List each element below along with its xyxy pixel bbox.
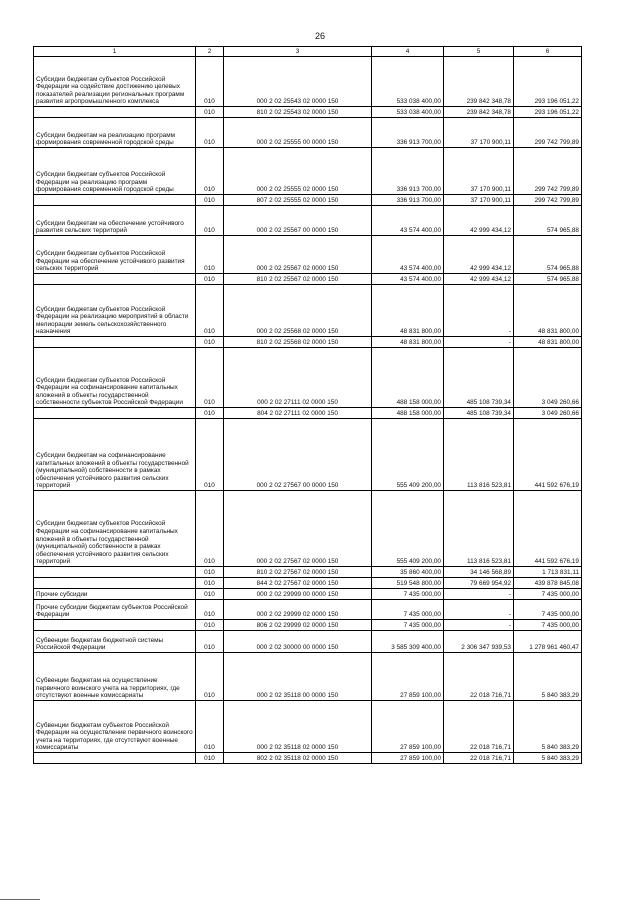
row-unexecuted-amount: 574 965,88 <box>514 236 582 274</box>
row-description <box>34 107 196 118</box>
row-line-code: 010 <box>196 701 224 753</box>
row-budget-classification-code: 000 2 02 25555 02 0000 150 <box>224 148 372 195</box>
row-executed-amount: - <box>444 600 514 620</box>
row-description <box>34 567 196 578</box>
row-description: Прочие субсидии бюджетам субъектов Российской Федерации <box>34 600 196 620</box>
row-description <box>34 408 196 419</box>
table-row <box>34 274 582 285</box>
table-row <box>34 620 582 631</box>
row-unexecuted-amount: 574 965,88 <box>514 206 582 236</box>
row-unexecuted-amount: 48 831 800,00 <box>514 337 582 348</box>
row-budget-classification-code: 000 2 02 27111 02 0000 150 <box>224 348 372 408</box>
row-line-code: 010 <box>196 348 224 408</box>
column-header: 5 <box>444 47 514 57</box>
row-line-code: 010 <box>196 408 224 419</box>
page-number: 26 <box>314 31 325 41</box>
row-approved-amount: 336 913 700,00 <box>372 118 444 148</box>
row-line-code: 010 <box>196 107 224 118</box>
row-approved-amount: 488 158 000,00 <box>372 348 444 408</box>
row-line-code: 010 <box>196 631 224 653</box>
row-approved-amount: 7 435 000,00 <box>372 589 444 600</box>
row-executed-amount: 37 170 900,11 <box>444 148 514 195</box>
row-budget-classification-code: 807 2 02 25555 02 0000 150 <box>224 195 372 206</box>
row-budget-classification-code: 000 2 02 25567 00 0000 150 <box>224 206 372 236</box>
table-row <box>34 206 582 236</box>
row-line-code: 010 <box>196 589 224 600</box>
row-line-code: 010 <box>196 753 224 764</box>
row-unexecuted-amount: 299 742 799,89 <box>514 118 582 148</box>
row-unexecuted-amount: 48 831 800,00 <box>514 285 582 337</box>
table-header-row <box>34 47 582 57</box>
column-header: 6 <box>514 47 582 57</box>
row-executed-amount: 485 108 739,34 <box>444 348 514 408</box>
row-approved-amount: 3 585 309 400,00 <box>372 631 444 653</box>
row-approved-amount: 555 409 200,00 <box>372 419 444 491</box>
row-description <box>34 195 196 206</box>
row-line-code: 010 <box>196 600 224 620</box>
row-description: Субсидии бюджетам субъектов Российской Федерации на обеспечение устойчивого развития сельских территорий <box>34 236 196 274</box>
row-budget-classification-code: 000 2 02 35118 02 0000 150 <box>224 701 372 753</box>
row-description: Субсидии бюджетам на обеспечение устойчивого развития сельских территорий <box>34 206 196 236</box>
column-header: 2 <box>196 47 224 57</box>
row-executed-amount: - <box>444 337 514 348</box>
row-executed-amount: 485 108 739,34 <box>444 408 514 419</box>
row-description: Субсидии бюджетам на реализацию программ формирования современной городской среды <box>34 118 196 148</box>
row-unexecuted-amount: 299 742 799,89 <box>514 148 582 195</box>
row-executed-amount: 42 999 434,12 <box>444 274 514 285</box>
row-budget-classification-code: 802 2 02 35118 02 0000 150 <box>224 753 372 764</box>
row-budget-classification-code: 000 2 02 29999 02 0000 150 <box>224 600 372 620</box>
row-executed-amount: - <box>444 285 514 337</box>
row-approved-amount: 48 831 800,00 <box>372 285 444 337</box>
row-budget-classification-code: 000 2 02 30000 00 0000 150 <box>224 631 372 653</box>
row-unexecuted-amount: 3 049 260,66 <box>514 348 582 408</box>
row-line-code: 010 <box>196 653 224 701</box>
row-unexecuted-amount: 5 840 383,29 <box>514 653 582 701</box>
row-executed-amount: 79 669 954,92 <box>444 578 514 589</box>
row-budget-classification-code: 000 2 02 29999 00 0000 150 <box>224 589 372 600</box>
row-budget-classification-code: 804 2 02 27111 02 0000 150 <box>224 408 372 419</box>
row-approved-amount: 555 409 200,00 <box>372 491 444 567</box>
row-executed-amount: 37 170 900,11 <box>444 195 514 206</box>
row-line-code: 010 <box>196 620 224 631</box>
row-budget-classification-code: 000 2 02 25555 00 0000 150 <box>224 118 372 148</box>
row-line-code: 010 <box>196 148 224 195</box>
table-row <box>34 701 582 753</box>
row-approved-amount: 533 038 400,00 <box>372 107 444 118</box>
row-unexecuted-amount: 7 435 000,00 <box>514 620 582 631</box>
row-budget-classification-code: 806 2 02 29999 02 0000 150 <box>224 620 372 631</box>
table-row <box>34 195 582 206</box>
row-budget-classification-code: 810 2 02 25567 02 0000 150 <box>224 274 372 285</box>
row-executed-amount: 2 306 347 939,53 <box>444 631 514 653</box>
table-row <box>34 118 582 148</box>
row-unexecuted-amount: 293 196 051,22 <box>514 57 582 107</box>
column-header: 1 <box>34 47 196 57</box>
row-line-code: 010 <box>196 567 224 578</box>
row-executed-amount: 113 816 523,81 <box>444 419 514 491</box>
row-description: Субсидии бюджетам субъектов Российской Федерации на софинансирование капитальных вложений в объекты государственной (муниципальной) собственности в рамках обеспечения устойчивого развития сельских территорий <box>34 491 196 567</box>
row-approved-amount: 336 913 700,00 <box>372 148 444 195</box>
row-approved-amount: 48 831 800,00 <box>372 337 444 348</box>
row-approved-amount: 27 859 100,00 <box>372 653 444 701</box>
row-executed-amount: 113 816 523,81 <box>444 491 514 567</box>
row-approved-amount: 35 860 400,00 <box>372 567 444 578</box>
row-description: Субвенции бюджетам бюджетной системы Российской Федерации <box>34 631 196 653</box>
row-unexecuted-amount: 441 592 676,19 <box>514 419 582 491</box>
row-line-code: 010 <box>196 419 224 491</box>
row-description <box>34 578 196 589</box>
page-edge-line <box>0 899 40 900</box>
row-approved-amount: 43 574 400,00 <box>372 274 444 285</box>
row-budget-classification-code: 000 2 02 25568 02 0000 150 <box>224 285 372 337</box>
row-line-code: 010 <box>196 274 224 285</box>
row-executed-amount: 34 146 568,89 <box>444 567 514 578</box>
row-approved-amount: 533 038 400,00 <box>372 57 444 107</box>
row-unexecuted-amount: 1 278 961 460,47 <box>514 631 582 653</box>
table-row <box>34 148 582 195</box>
row-budget-classification-code: 000 2 02 27567 02 0000 150 <box>224 491 372 567</box>
row-approved-amount: 519 548 800,00 <box>372 578 444 589</box>
row-budget-classification-code: 810 2 02 25543 02 0000 150 <box>224 107 372 118</box>
table-row <box>34 578 582 589</box>
table-row <box>34 589 582 600</box>
row-budget-classification-code: 810 2 02 27567 02 0000 150 <box>224 567 372 578</box>
row-approved-amount: 488 158 000,00 <box>372 408 444 419</box>
table-row <box>34 107 582 118</box>
table-row <box>34 600 582 620</box>
row-executed-amount: 42 999 434,12 <box>444 236 514 274</box>
row-line-code: 010 <box>196 57 224 107</box>
row-unexecuted-amount: 5 840 383,29 <box>514 753 582 764</box>
row-line-code: 010 <box>196 206 224 236</box>
row-budget-classification-code: 810 2 02 25568 02 0000 150 <box>224 337 372 348</box>
row-description: Субвенции бюджетам субъектов Российской Федерации на осуществление первичного воинского учета на территориях, где отсутствуют военные комиссариаты <box>34 701 196 753</box>
row-approved-amount: 7 435 000,00 <box>372 620 444 631</box>
row-line-code: 010 <box>196 195 224 206</box>
row-executed-amount: - <box>444 620 514 631</box>
table-row <box>34 348 582 408</box>
table-row <box>34 491 582 567</box>
table-row <box>34 567 582 578</box>
row-unexecuted-amount: 3 049 260,66 <box>514 408 582 419</box>
row-description <box>34 274 196 285</box>
row-description: Субсидии бюджетам субъектов Российской Федерации на софинансирование капитальных вложений в объекты государственной собственности субъектов Российской Федерации <box>34 348 196 408</box>
table-row <box>34 408 582 419</box>
table-row <box>34 419 582 491</box>
row-description <box>34 620 196 631</box>
row-executed-amount: - <box>444 589 514 600</box>
row-budget-classification-code: 844 2 02 27567 02 0000 150 <box>224 578 372 589</box>
row-line-code: 010 <box>196 236 224 274</box>
budget-table <box>33 46 582 764</box>
table-row <box>34 57 582 107</box>
table-row <box>34 236 582 274</box>
row-budget-classification-code: 000 2 02 25543 02 0000 150 <box>224 57 372 107</box>
row-executed-amount: 37 170 900,11 <box>444 118 514 148</box>
row-unexecuted-amount: 7 435 000,00 <box>514 600 582 620</box>
row-unexecuted-amount: 441 592 676,19 <box>514 491 582 567</box>
row-budget-classification-code: 000 2 02 35118 00 0000 150 <box>224 653 372 701</box>
row-description: Прочие субсидии <box>34 589 196 600</box>
row-unexecuted-amount: 439 878 845,08 <box>514 578 582 589</box>
table-row <box>34 337 582 348</box>
row-executed-amount: 42 999 434,12 <box>444 206 514 236</box>
row-line-code: 010 <box>196 118 224 148</box>
row-description <box>34 337 196 348</box>
row-approved-amount: 336 913 700,00 <box>372 195 444 206</box>
row-unexecuted-amount: 574 965,88 <box>514 274 582 285</box>
table-row <box>34 753 582 764</box>
row-executed-amount: 22 018 716,71 <box>444 753 514 764</box>
row-description: Субсидии бюджетам на софинансирование капитальных вложений в объекты государственной (муниципальной) собственности в рамках обеспечения устойчивого развития сельских территорий <box>34 419 196 491</box>
row-approved-amount: 7 435 000,00 <box>372 600 444 620</box>
row-line-code: 010 <box>196 285 224 337</box>
row-description <box>34 753 196 764</box>
row-approved-amount: 27 859 100,00 <box>372 701 444 753</box>
row-unexecuted-amount: 293 196 051,22 <box>514 107 582 118</box>
row-budget-classification-code: 000 2 02 27567 00 0000 150 <box>224 419 372 491</box>
row-line-code: 010 <box>196 578 224 589</box>
table-row <box>34 653 582 701</box>
column-header: 4 <box>372 47 444 57</box>
row-line-code: 010 <box>196 337 224 348</box>
row-line-code: 010 <box>196 491 224 567</box>
table-row <box>34 285 582 337</box>
row-unexecuted-amount: 299 742 799,89 <box>514 195 582 206</box>
row-approved-amount: 27 859 100,00 <box>372 753 444 764</box>
column-header: 3 <box>224 47 372 57</box>
row-executed-amount: 239 842 348,78 <box>444 107 514 118</box>
row-unexecuted-amount: 5 840 383,29 <box>514 701 582 753</box>
row-unexecuted-amount: 1 713 831,11 <box>514 567 582 578</box>
row-executed-amount: 239 842 348,78 <box>444 57 514 107</box>
row-executed-amount: 22 018 716,71 <box>444 653 514 701</box>
row-unexecuted-amount: 7 435 000,00 <box>514 589 582 600</box>
row-description: Субсидии бюджетам субъектов Российской Федерации на реализацию мероприятий в области мелиорации земель сельскохозяйственного назначения <box>34 285 196 337</box>
row-approved-amount: 43 574 400,00 <box>372 206 444 236</box>
row-approved-amount: 43 574 400,00 <box>372 236 444 274</box>
table-row <box>34 631 582 653</box>
row-budget-classification-code: 000 2 02 25567 02 0000 150 <box>224 236 372 274</box>
row-description: Субсидии бюджетам субъектов Российской Федерации на реализацию программ формирования современной городской среды <box>34 148 196 195</box>
row-description: Субсидии бюджетам субъектов Российской Федерации на содействие достижению целевых показателей реализации региональных программ развития агропромышленного комплекса <box>34 57 196 107</box>
row-description: Субвенции бюджетам на осуществление первичного воинского учета на территориях, где отсутствуют военные комиссариаты <box>34 653 196 701</box>
row-executed-amount: 22 018 716,71 <box>444 701 514 753</box>
